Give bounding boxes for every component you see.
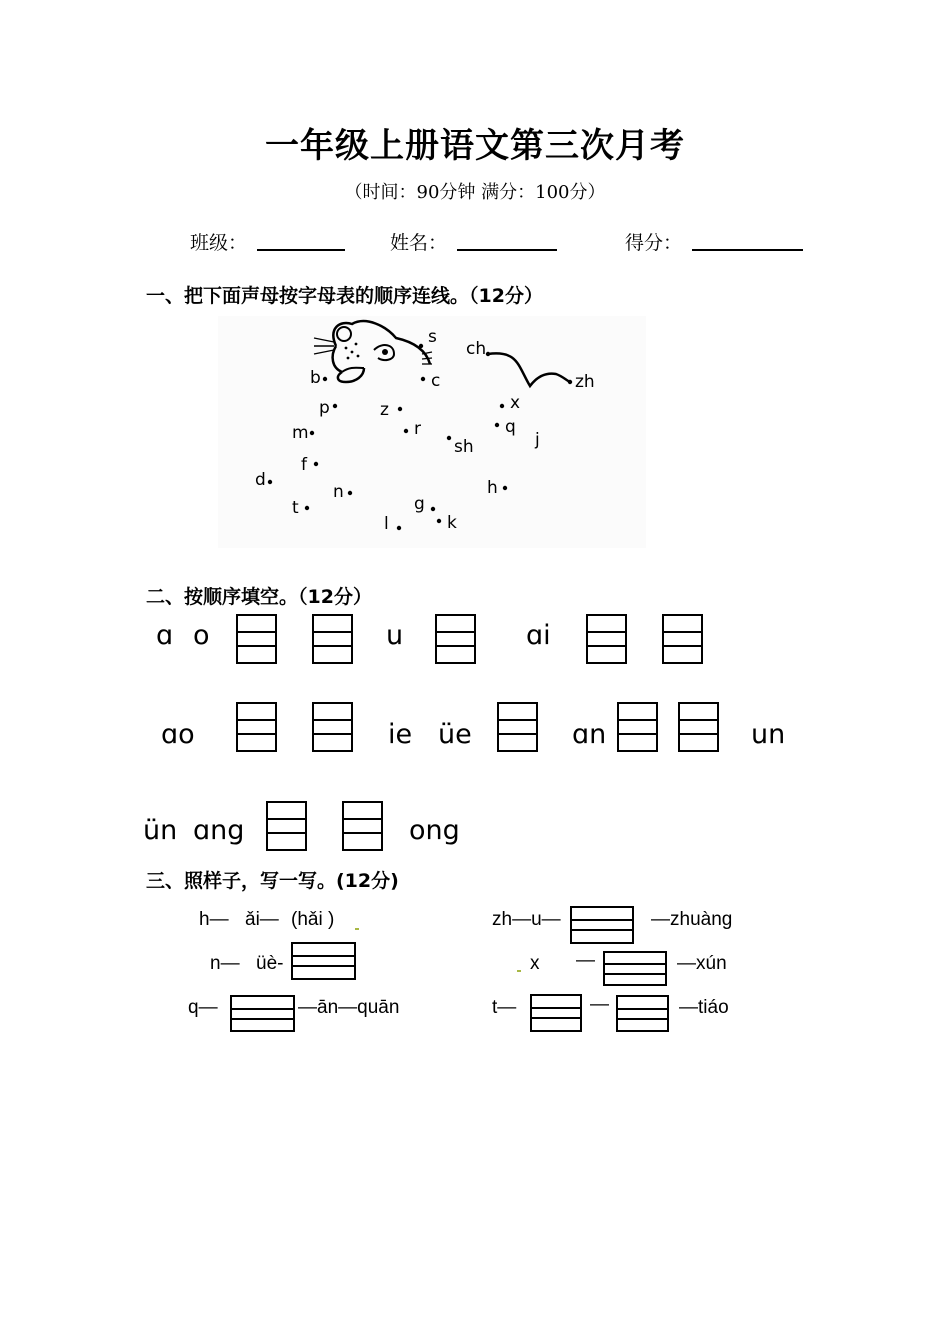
blank-box[interactable] <box>291 942 356 980</box>
letter-r: r <box>414 419 421 439</box>
name-blank[interactable] <box>457 249 557 251</box>
pinyin-ie: ie <box>388 719 413 750</box>
pinyin-ue: üe <box>438 719 472 750</box>
letter-j: j <box>535 430 540 450</box>
item-n: n— <box>210 953 240 974</box>
letter-g: g <box>414 494 425 514</box>
pinyin-ang: ɑng <box>193 815 245 846</box>
dot-to-dot-picture <box>218 316 646 548</box>
item-ue: üè- <box>256 953 284 974</box>
blank-box[interactable] <box>230 995 295 1032</box>
blank-box[interactable] <box>312 614 353 664</box>
letter-ch: ch <box>466 339 487 359</box>
section1-heading: 一、把下面声母按字母表的顺序连线。（12分） <box>146 285 543 307</box>
class-blank[interactable] <box>257 249 345 251</box>
letter-b: b <box>310 368 321 388</box>
letter-c: c <box>431 371 441 391</box>
example-answer: (hǎi ) <box>291 909 335 930</box>
pinyin-a: ɑ <box>156 620 174 651</box>
example-final: ǎi— <box>245 909 279 930</box>
item-dash: — <box>576 950 595 971</box>
stray-mark <box>355 928 359 930</box>
item-quan: —ān—quān <box>298 997 400 1018</box>
pinyin-un-umlaut: ün <box>143 815 178 846</box>
example-initial: h— <box>199 909 229 930</box>
item-tiao: —tiáo <box>679 997 729 1018</box>
item-q: q— <box>188 997 218 1018</box>
letter-k: k <box>447 513 457 533</box>
score-label: 得分： <box>625 232 683 254</box>
pinyin-o: o <box>193 620 210 651</box>
item-dash: — <box>590 994 609 1015</box>
letter-l: l <box>384 514 389 534</box>
letter-f: f <box>301 455 307 475</box>
blank-box[interactable] <box>530 994 582 1032</box>
item-zh-u: zh—u— <box>492 909 561 930</box>
blank-box[interactable] <box>236 702 277 752</box>
item-zhuang: —zhuàng <box>651 909 733 930</box>
letter-sh: sh <box>454 437 474 457</box>
blank-box[interactable] <box>236 614 277 664</box>
letter-zh: zh <box>575 372 595 392</box>
letter-n: n <box>333 482 344 502</box>
section3-heading: 三、照样子，写一写。(12分) <box>146 870 399 892</box>
item-t: t— <box>492 997 517 1018</box>
class-label: 班级： <box>190 232 248 254</box>
pinyin-ong: ong <box>409 815 460 846</box>
item-xun: —xún <box>677 953 727 974</box>
page-title: 一年级上册语文第三次月考 <box>265 126 685 166</box>
letter-h: h <box>487 478 498 498</box>
blank-box[interactable] <box>435 614 476 664</box>
letter-x: x <box>510 393 521 413</box>
pinyin-ao: ɑo <box>161 719 195 750</box>
blank-box[interactable] <box>617 702 658 752</box>
blank-box[interactable] <box>662 614 703 664</box>
blank-box[interactable] <box>570 906 634 944</box>
blank-box[interactable] <box>616 995 669 1032</box>
letter-z: z <box>380 400 389 420</box>
blank-box[interactable] <box>312 702 353 752</box>
exam-info: （时间：90分钟 满分：100分） <box>344 182 606 203</box>
letter-t: t <box>292 498 299 518</box>
stray-mark <box>517 970 521 972</box>
pinyin-un: un <box>751 719 786 750</box>
letter-q: q <box>505 417 516 437</box>
score-blank[interactable] <box>692 249 803 251</box>
blank-box[interactable] <box>678 702 719 752</box>
blank-box[interactable] <box>497 702 538 752</box>
letter-d: d <box>255 470 266 490</box>
letter-m: m <box>292 423 309 443</box>
item-x: x <box>530 953 540 974</box>
name-label: 姓名： <box>390 232 448 254</box>
section2-heading: 二、按顺序填空。（12分） <box>146 586 372 608</box>
pinyin-ai: ɑi <box>526 620 551 651</box>
blank-box[interactable] <box>586 614 627 664</box>
blank-box[interactable] <box>266 801 307 851</box>
blank-box[interactable] <box>603 951 667 986</box>
pinyin-u: u <box>386 620 404 651</box>
letter-p: p <box>319 398 330 418</box>
letter-s: s <box>428 327 437 347</box>
blank-box[interactable] <box>342 801 383 851</box>
pinyin-an: ɑn <box>572 719 607 750</box>
